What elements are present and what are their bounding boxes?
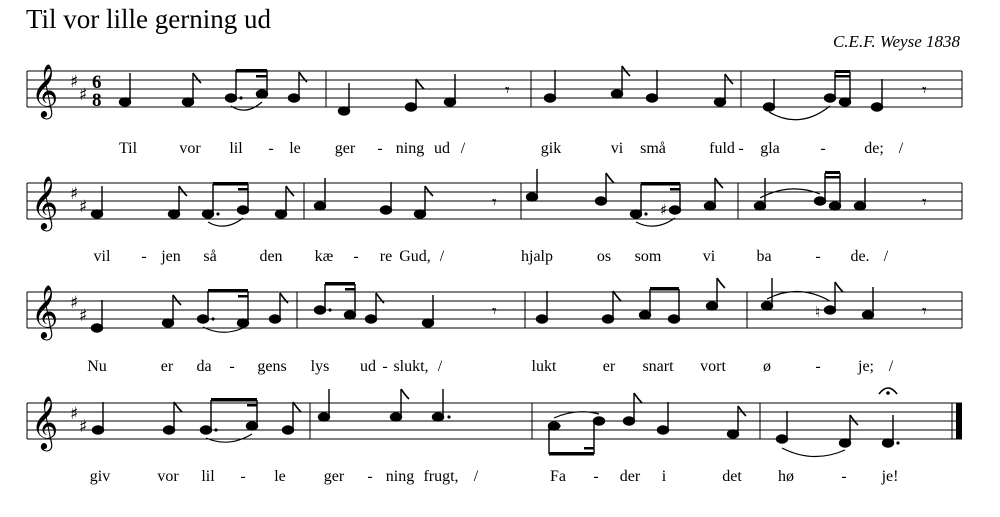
- lyrics-line-2: [0, 248, 1000, 272]
- lyric-hyphen: -: [820, 140, 826, 157]
- lyric-hyphen: -: [593, 468, 599, 485]
- svg-text:𝄞: 𝄞: [31, 284, 59, 338]
- lyric-syllable: er: [160, 358, 174, 375]
- lyric-syllable: kæ: [314, 248, 334, 265]
- svg-text:𝄞: 𝄞: [31, 63, 59, 117]
- lyric-syllable: ba: [756, 248, 772, 265]
- lyric-syllable: vort: [700, 358, 726, 375]
- lyric-slash: /: [473, 468, 479, 485]
- lyric-syllable: le: [274, 468, 286, 485]
- lyric-syllable: den: [259, 248, 283, 265]
- svg-text:♯: ♯: [79, 417, 88, 437]
- lyric-syllable: er: [602, 358, 616, 375]
- lyric-syllable: de.: [850, 248, 870, 265]
- svg-text:♯: ♯: [79, 197, 88, 217]
- lyric-syllable: vi: [702, 248, 716, 265]
- lyric-syllable: gens: [257, 358, 287, 375]
- lyric-syllable: så: [203, 248, 217, 265]
- lyric-syllable: ud: [360, 358, 376, 375]
- lyric-syllable: ger: [334, 140, 356, 157]
- svg-text:♯: ♯: [660, 201, 668, 219]
- time-sig-bottom: 8: [92, 90, 102, 111]
- lyric-syllable: Til: [118, 140, 138, 157]
- svg-text:𝄞: 𝄞: [31, 395, 59, 449]
- svg-text:♯: ♯: [79, 85, 88, 105]
- lyric-slash: /: [439, 248, 445, 265]
- lyric-hyphen: -: [815, 248, 821, 265]
- lyric-syllable: gik: [540, 140, 562, 157]
- svg-text:𝄾: 𝄾: [492, 192, 497, 213]
- lyric-syllable: giv: [89, 468, 111, 485]
- svg-text:𝄞: 𝄞: [31, 175, 59, 229]
- staff-system-1: [0, 50, 1000, 140]
- lyric-syllable: det: [722, 468, 742, 485]
- lyric-hyphen: -: [841, 468, 847, 485]
- lyrics-line-3: [0, 358, 1000, 382]
- svg-text:𝄾: 𝄾: [492, 301, 497, 322]
- lyric-syllable: Gud,: [399, 248, 431, 265]
- lyric-hyphen: -: [229, 358, 235, 375]
- lyrics-line-4: [0, 468, 1000, 492]
- lyric-syllable: vor: [157, 468, 179, 485]
- lyric-syllable: ger: [323, 468, 345, 485]
- svg-text:♮: ♮: [815, 303, 821, 321]
- lyric-slash: /: [888, 358, 894, 375]
- lyric-syllable: hjalp: [521, 248, 553, 265]
- lyric-syllable: som: [634, 248, 662, 265]
- lyric-syllable: lukt: [531, 358, 557, 375]
- lyric-syllable: de;: [864, 140, 884, 157]
- lyric-slash: /: [898, 140, 904, 157]
- staff-system-3: [0, 271, 1000, 361]
- svg-text:♯: ♯: [70, 404, 79, 424]
- lyric-syllable: lys: [310, 358, 330, 375]
- lyric-syllable: ud: [434, 140, 450, 157]
- lyric-hyphen: -: [738, 140, 744, 157]
- staff-1-svg: [0, 50, 1000, 140]
- lyric-syllable: os: [596, 248, 612, 265]
- lyric-syllable: der: [619, 468, 641, 485]
- lyric-syllable: jen: [161, 248, 181, 265]
- svg-text:𝄾: 𝄾: [922, 192, 927, 213]
- song-title: Til vor lille gerning ud: [26, 4, 272, 34]
- lyric-syllable: ning: [395, 140, 425, 157]
- lyric-syllable: gla: [760, 140, 780, 157]
- lyric-syllable: slukt,: [393, 358, 429, 375]
- lyric-hyphen: -: [141, 248, 147, 265]
- time-sig-top: 6: [92, 72, 102, 93]
- staff-3-svg: [0, 271, 1000, 361]
- lyric-hyphen: -: [240, 468, 246, 485]
- lyric-hyphen: -: [367, 468, 373, 485]
- lyric-syllable: lil: [229, 140, 243, 157]
- lyric-syllable: i: [661, 468, 667, 485]
- svg-text:♯: ♯: [70, 293, 79, 313]
- composer-credit: C.E.F. Weyse 1838: [832, 32, 960, 51]
- svg-text:𝄾: 𝄾: [922, 80, 927, 101]
- svg-text:𝄾: 𝄾: [922, 301, 927, 322]
- lyric-syllable: Nu: [87, 358, 107, 375]
- lyric-syllable: vil: [93, 248, 111, 265]
- lyric-syllable: hø: [778, 468, 794, 485]
- lyric-syllable: små: [640, 140, 666, 157]
- lyric-syllable: Fa: [550, 468, 566, 485]
- lyric-hyphen: -: [377, 140, 383, 157]
- lyric-slash: /: [437, 358, 443, 375]
- lyric-syllable: ø: [763, 358, 771, 375]
- lyric-hyphen: -: [382, 358, 388, 375]
- svg-text:♯: ♯: [79, 306, 88, 326]
- svg-text:♯: ♯: [70, 72, 79, 92]
- lyrics-line-1: [0, 140, 1000, 164]
- lyric-syllable: da: [196, 358, 212, 375]
- lyric-hyphen: -: [353, 248, 359, 265]
- svg-text:♯: ♯: [70, 184, 79, 204]
- lyric-syllable: snart: [642, 358, 674, 375]
- lyric-syllable: ning: [385, 468, 415, 485]
- lyric-syllable: le: [289, 140, 301, 157]
- lyric-syllable: frugt,: [423, 468, 459, 485]
- lyric-syllable: vi: [610, 140, 624, 157]
- svg-text:𝄾: 𝄾: [505, 80, 510, 101]
- staff-system-2: [0, 162, 1000, 252]
- lyric-syllable: je;: [858, 358, 874, 375]
- lyric-syllable: re: [379, 248, 393, 265]
- lyric-syllable: je!: [881, 468, 899, 485]
- staff-system-4: [0, 382, 1000, 472]
- staff-4-svg: [0, 382, 1000, 472]
- lyric-syllable: vor: [179, 140, 201, 157]
- staff-2-svg: [0, 162, 1000, 252]
- lyric-syllable: fuld: [709, 140, 735, 157]
- lyric-syllable: lil: [201, 468, 215, 485]
- lyric-slash: /: [883, 248, 889, 265]
- lyric-slash: /: [460, 140, 466, 157]
- lyric-hyphen: -: [815, 358, 821, 375]
- lyric-hyphen: -: [268, 140, 274, 157]
